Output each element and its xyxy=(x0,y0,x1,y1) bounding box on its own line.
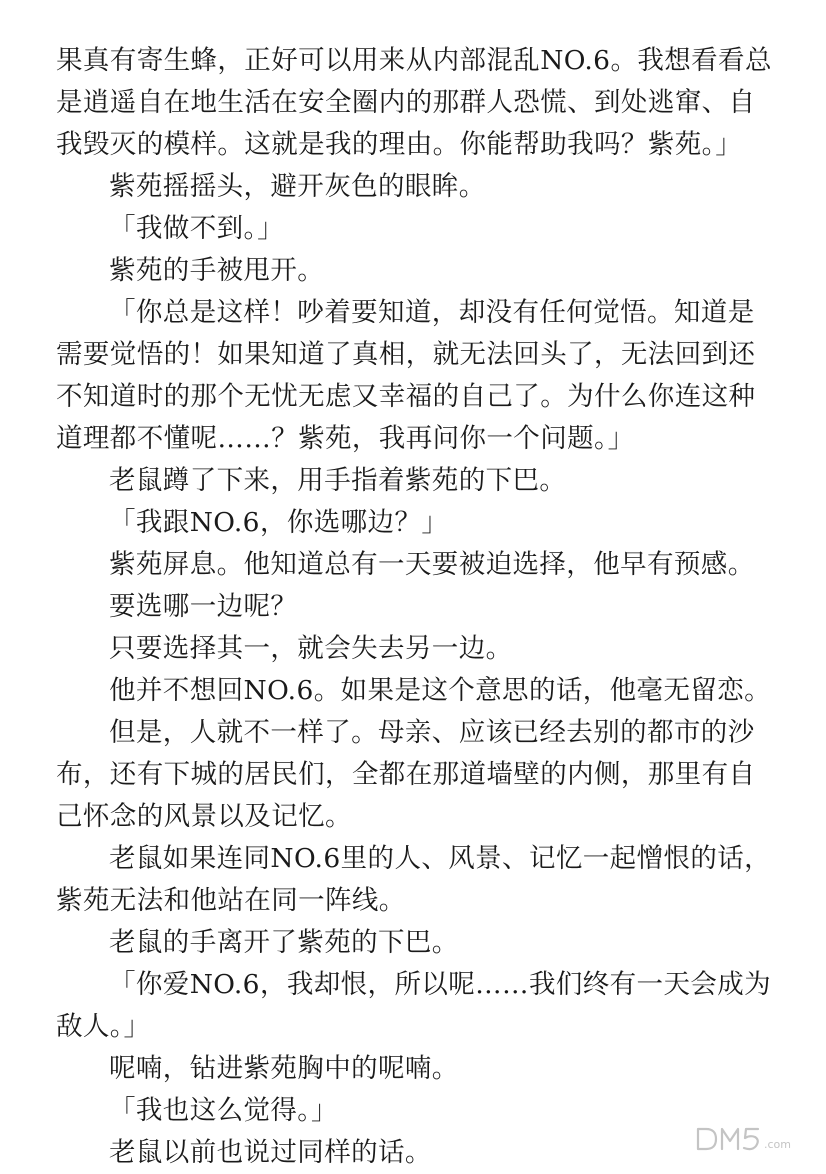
body-text xyxy=(56,40,776,1174)
paragraph: 「你总是这样！吵着要知道，却没有任何觉悟。知道是需要觉悟的！如果知道了真相，就无法回头了，无法回到还不知道时的那个无忧无虑又幸福的自己了。为什么你连这种道理都不懂呢……？紫苑，我再问你一个问题。」 xyxy=(56,297,756,454)
paragraph: 老鼠的手离开了紫苑的下巴。 xyxy=(109,927,459,958)
paragraph: 老鼠蹲了下来，用手指着紫苑的下巴。 xyxy=(109,465,567,496)
paragraph: 他并不想回NO.6。如果是这个意思的话，他毫无留恋。 xyxy=(109,675,772,706)
paragraph: 「我跟NO.6，你选哪边？」 xyxy=(109,507,449,538)
paragraph: 要选哪一边呢？ xyxy=(109,591,298,622)
paragraph: 呢喃，钻进紫苑胸中的呢喃。 xyxy=(109,1053,459,1084)
paragraph: 果真有寄生蜂，正好可以用来从内部混乱NO.6。我想看看总是逍遥自在地生活在安全圈内的那群人恐慌、到处逃窜、自我毁灭的模样。这就是我的理由。你能帮助我吗？紫苑。」 xyxy=(56,45,772,160)
svg-text:.com: .com xyxy=(764,1138,791,1151)
paragraph: 紫苑摇摇头，避开灰色的眼眸。 xyxy=(109,171,486,202)
paragraph: 紫苑屏息。他知道总有一天要被迫选择，他早有预感。 xyxy=(109,549,755,580)
paragraph: 老鼠以前也说过同样的话。 xyxy=(109,1137,432,1168)
dm5-watermark-logo xyxy=(692,1121,812,1157)
paragraph: 只要选择其一，就会失去另一边。 xyxy=(109,633,513,664)
paragraph: 「我也这么觉得。」 xyxy=(109,1095,338,1126)
paragraph: 老鼠如果连同NO.6里的人、风景、记忆一起憎恨的话，紫苑无法和他站在同一阵线。 xyxy=(56,843,772,916)
watermark-icon xyxy=(692,1121,812,1157)
paragraph: 「我做不到。」 xyxy=(109,213,285,244)
paragraph: 「你爱NO.6，我却恨，所以呢……我们终有一天会成为敌人。」 xyxy=(56,969,772,1042)
paragraph: 但是，人就不一样了。母亲、应该已经去别的都市的沙布，还有下城的居民们，全都在那道墙壁的内侧，那里有自己怀念的风景以及记忆。 xyxy=(56,717,756,832)
paragraph: 紫苑的手被甩开。 xyxy=(109,255,325,286)
